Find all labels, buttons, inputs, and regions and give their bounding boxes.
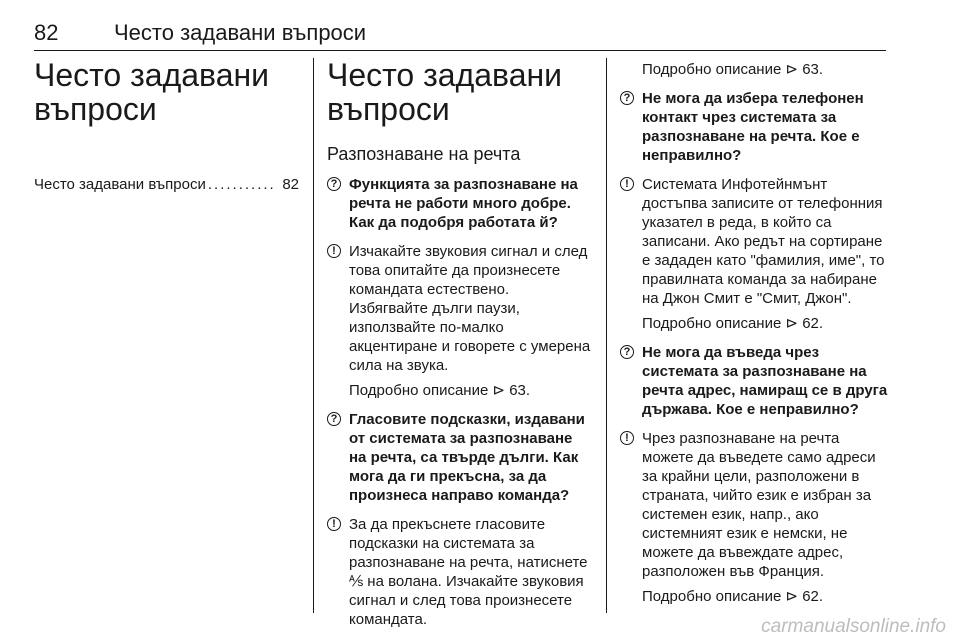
question-2 [327,410,592,505]
detail-link-4[interactable]: Подробно описание ⊳ 62. [642,588,824,605]
exclamation-icon: ! [620,431,634,445]
running-title: Често задавани въпроси [114,20,367,45]
detail-link-2[interactable]: Подробно описание ⊳ 63. [642,61,824,78]
answer-2-text: За да прекъснете гласовите подсказки на системата за разпознаване на речта, натиснете ⅍ на волана. Изчакайте звуковия сигнал и след това произнесете командата. [349,516,588,628]
exclamation-icon: ! [620,177,634,191]
question-3 [620,89,890,165]
question-4-text: Не мога да въведа чрез системата за разпознаване на речта адрес, намиращ се в друга държава. Кое е неправилно? [642,344,888,418]
answer-3-text: Системата Инфотейнмънт достъпва записите от телефонния указател в реда, в който са записани. Ако редът на сортиране е зададен като "фамилия, име", то правилната команда за набиране на Джон Смит е "Смит, Джон". [642,176,885,307]
toc-entry[interactable] [34,176,299,193]
page-number: 82 [34,20,59,45]
toc-label: Често задавани въпроси [34,176,206,193]
exclamation-icon: ! [327,244,341,258]
question-1 [327,175,592,232]
column-divider-2 [606,58,607,613]
question-icon: ? [327,412,341,426]
page-header [34,10,886,51]
subsection-title: Разпознаване на речта [327,144,521,164]
exclamation-icon: ! [327,517,341,531]
column-3 [620,58,890,606]
question-4 [620,343,890,419]
detail-link-3[interactable]: Подробно описание ⊳ 62. [642,315,824,332]
question-icon: ? [620,345,634,359]
answer-2 [327,515,592,629]
question-icon: ? [620,91,634,105]
question-3-text: Не мога да избера телефонен контакт чрез системата за разпознаване на речта. Кое е неправилно? [642,90,864,164]
section-title: Често задавани въпроси [34,57,270,127]
answer-4-text: Чрез разпознаване на речта можете да въведете само адреси за крайни цели, разположени в страната, чийто език е избран за системен език, напр., ако системният език е немски, не можете да въвеждате адрес, разположен във Франция. [642,430,876,580]
question-1-text: Функцията за разпознаване на речта не работи много добре. Как да подобря работата й? [349,176,578,231]
answer-1-text: Изчакайте звуковия сигнал и след това опитайте да произнесете командата естествено. Избягвайте дълги паузи, използвайте по-малко акцентиране и говорете с умерена сила на звука. [349,243,591,374]
watermark: carmanualsonline.info [761,616,946,637]
answer-3 [620,175,890,308]
detail-link-1[interactable]: Подробно описание ⊳ 63. [349,382,531,399]
section-heading: Често задавани въпроси [327,57,563,127]
toc-dots: ........... [207,176,276,193]
question-2-text: Гласовите подсказки, издавани от системата за разпознаване на речта, са твърде дълги. Как мога да ги прекъсна, за да произнеса направо команда? [349,411,585,504]
column-divider-1 [313,58,314,613]
column-2 [327,58,592,629]
column-1 [34,58,299,193]
question-icon: ? [327,177,341,191]
answer-4 [620,429,890,581]
answer-1 [327,242,592,375]
toc-page: 82 [282,176,299,193]
